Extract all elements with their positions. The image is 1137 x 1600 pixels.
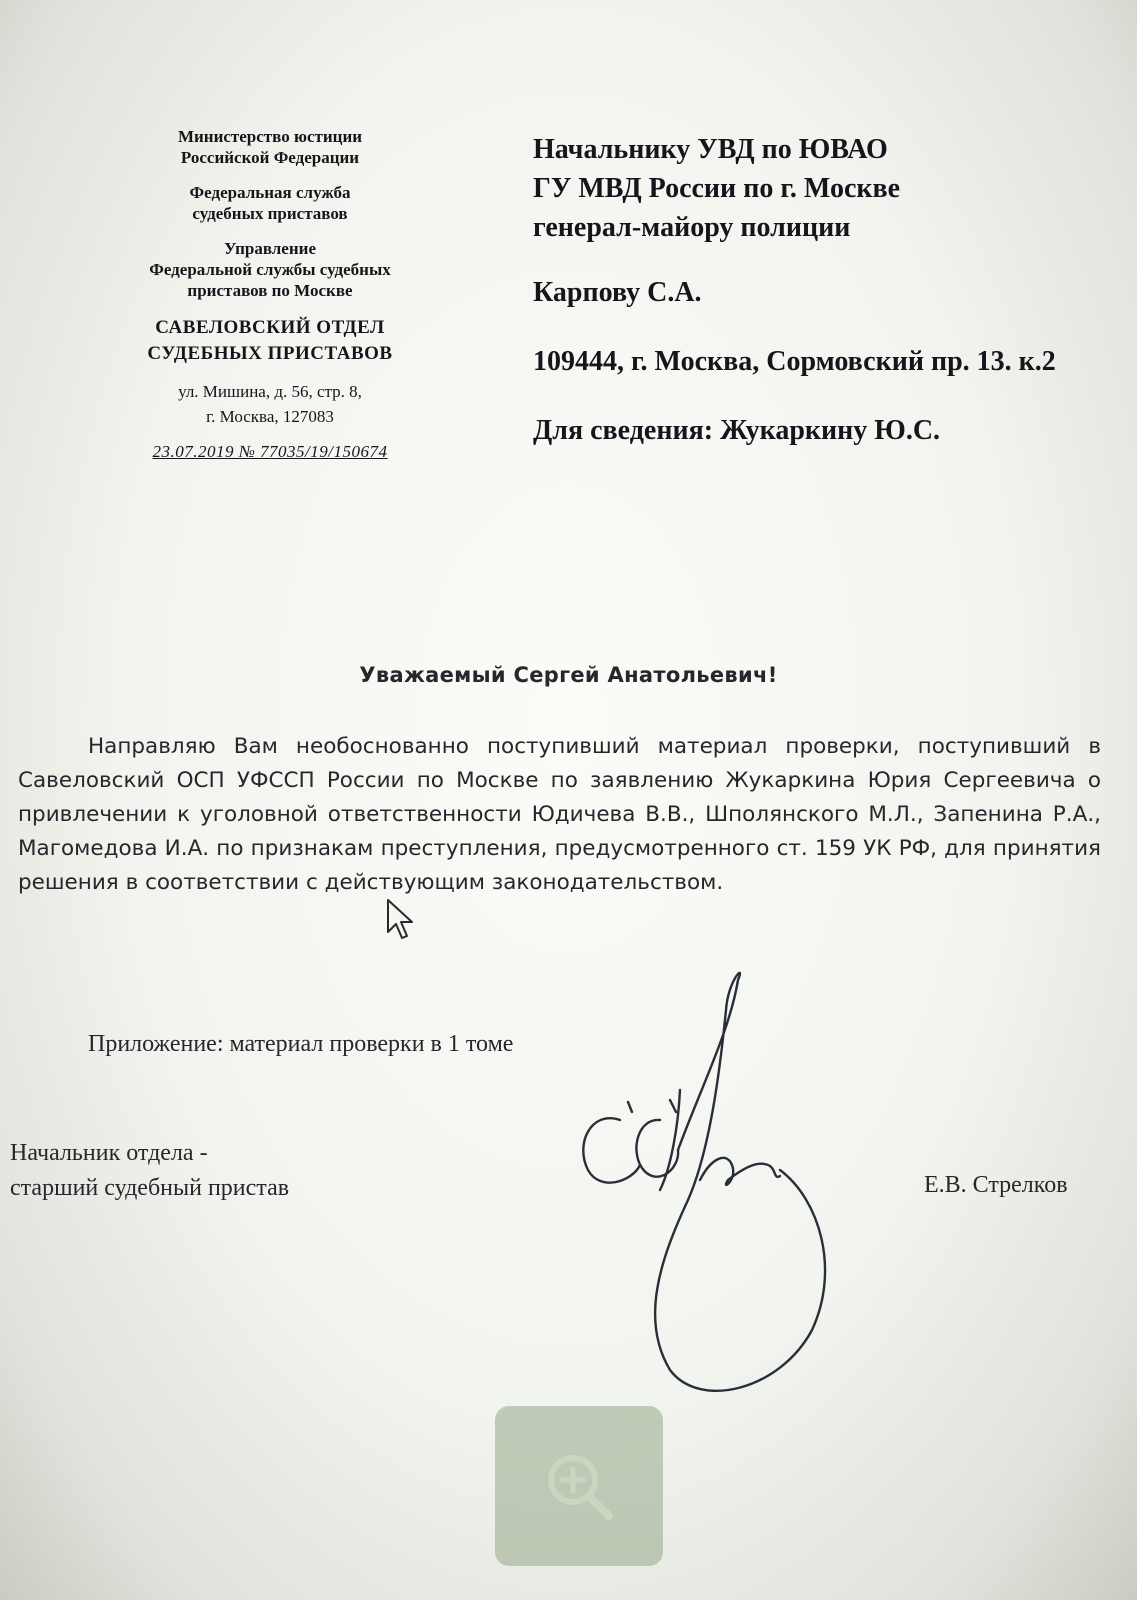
sender-service: Федеральная служба судебных приставов	[189, 183, 351, 223]
attachment-note: Приложение: материал проверки в 1 томе	[88, 1031, 514, 1057]
recipient-line: генерал-майору полиции	[533, 212, 851, 243]
recipient-block	[533, 130, 1113, 450]
sender-ministry: Министерство юстиции Российской Федерации	[177, 127, 363, 167]
sender-address: ул. Мишина, д. 56, стр. 8, г. Москва, 127083	[178, 382, 362, 426]
zoom-button[interactable]	[495, 1406, 663, 1566]
recipient-line: Начальнику УВД по ЮВАО	[533, 134, 888, 165]
handwritten-signature	[560, 970, 870, 1410]
sender-department: САВЕЛОВСКИЙ ОТДЕЛ СУДЕБНЫХ ПРИСТАВОВ	[147, 317, 393, 364]
zoom-in-icon	[537, 1444, 621, 1528]
sender-directorate: Управление Федеральной службы судебных приставов по Москве	[149, 239, 391, 300]
recipient-line: ГУ МВД России по г. Москве	[533, 173, 901, 204]
registration-number: 23.07.2019 № 77035/19/150674	[152, 442, 388, 461]
signer-name: Е.В. Стрелков	[924, 1172, 1068, 1198]
signer-title: Начальник отдела - старший судебный пристав	[10, 1140, 290, 1201]
recipient-name: Карпову С.А.	[533, 277, 702, 308]
recipient-cc: Для сведения: Жукаркину Ю.С.	[533, 415, 941, 446]
sender-block	[100, 126, 440, 462]
recipient-address: 109444, г. Москва, Сормовский пр. 13. к.2	[533, 346, 1056, 377]
mouse-pointer-icon	[386, 898, 416, 942]
letter-body: Направляю Вам необоснованно поступивший материал проверки, поступивший в Савеловский ОСП УФССП России по Москве по заявлению Жукаркина Юрия Сергеевича о привлечении к уголовной ответственности Юдичева В.В., Шполянского М.Л., Запенина Р.А., Магомедова И.А. по признакам преступления, предусмотренного ст. 159 УК РФ, для принятия решения в соответствии с действующим законодательством.	[18, 734, 1101, 895]
salutation: Уважаемый Сергей Анатольевич!	[359, 663, 778, 687]
